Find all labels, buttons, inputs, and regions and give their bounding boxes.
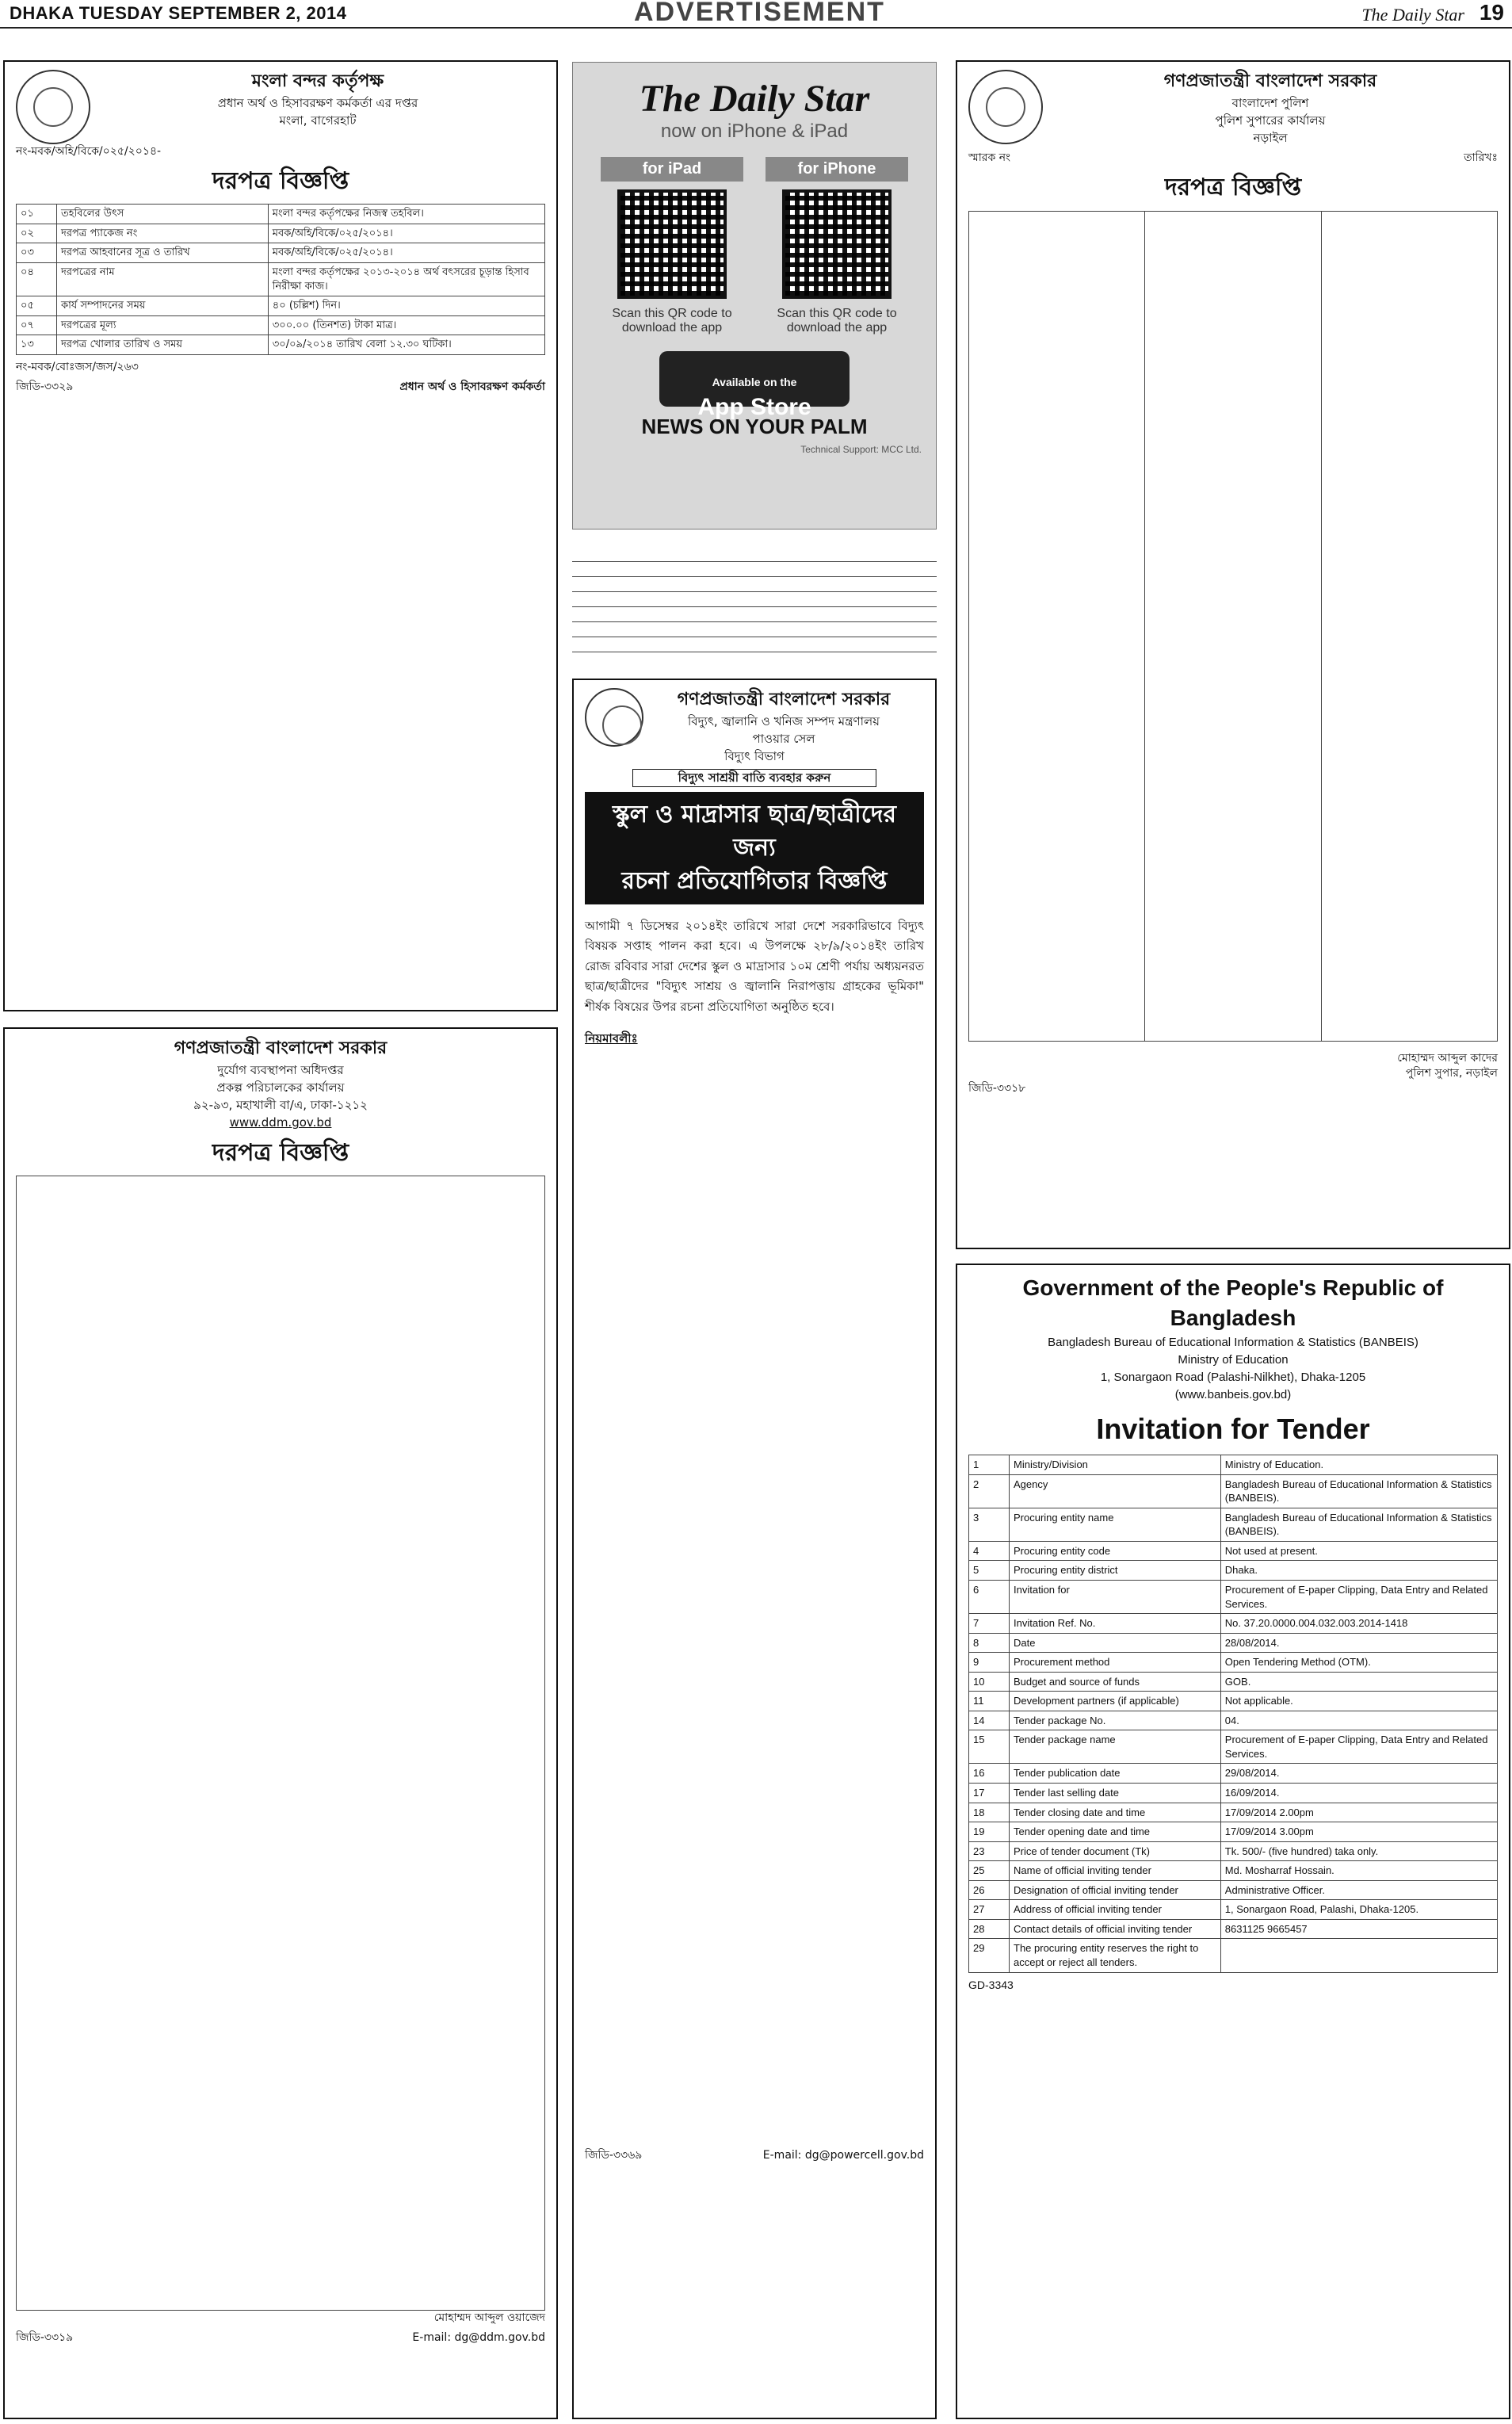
table-row [17, 315, 545, 335]
table-cell: 1, Sonargaon Road, Palashi, Dhaka-1205. [1220, 1900, 1497, 1920]
table-cell: Dhaka. [1220, 1561, 1497, 1581]
table-cell: কার্য সম্পাদনের সময় [57, 296, 269, 316]
ad-subtitle-2: পুলিশ সুপারের কার্যালয় [1215, 113, 1326, 128]
table-cell: 8631125 9665457 [1220, 1919, 1497, 1939]
table-cell: 9 [969, 1653, 1010, 1673]
table-cell: No. 37.20.0000.004.032.003.2014-1418 [1220, 1614, 1497, 1634]
table-cell: Date [1010, 1633, 1221, 1653]
rules-title: নিয়মাবলীঃ [585, 1031, 638, 1046]
govt-emblem-icon [968, 70, 1043, 144]
footer-ref: নং-মবক/বোঃজস/জস/২৬৩ [16, 360, 139, 373]
table-row [17, 205, 545, 224]
memo-date: তারিখঃ [1464, 151, 1498, 165]
table-row [17, 263, 545, 296]
ad-title: গণপ্রজাতন্ত্রী বাংলাদেশ সরকার [677, 690, 891, 709]
signer: মোহাম্মদ আব্দুল ওয়াজেদ [433, 2311, 545, 2325]
table-cell: Invitation for [1010, 1581, 1221, 1614]
table-cell: 28/08/2014. [1220, 1633, 1497, 1653]
table-cell: GOB. [1220, 1672, 1497, 1692]
signer: মোহাম্মদ আব্দুল কাদের [1397, 1051, 1498, 1065]
table-row [969, 1653, 1498, 1673]
table-cell: 25 [969, 1861, 1010, 1881]
table-cell: Tender package No. [1010, 1711, 1221, 1730]
table-row [17, 296, 545, 316]
mongla-port-emblem-icon [16, 70, 90, 144]
table-row [969, 1633, 1498, 1653]
table-cell: 29/08/2014. [1220, 1764, 1497, 1784]
footer-id: GD-3343 [968, 1978, 1014, 1991]
ad-ref: নং-মবক/অহি/বিকে/০২৫/২০১৪- [16, 145, 162, 158]
table-cell: 16/09/2014. [1220, 1784, 1497, 1803]
scan-caption: Scan this QR code to download the app [777, 307, 897, 335]
table-cell: 7 [969, 1614, 1010, 1634]
ipad-qr[interactable] [601, 157, 743, 335]
table-cell: দরপত্র প্যাকেজ নং [57, 224, 269, 243]
scan-caption: Scan this QR code to download the app [612, 307, 732, 335]
table-cell: Procuring entity district [1010, 1561, 1221, 1581]
ad-subtitle: প্রধান অর্থ ও হিসাবরক্ষণ কর্মকর্তা এর দপ্তর [217, 95, 418, 110]
mongla-port-tender-ad [3, 60, 558, 1011]
table-cell: 15 [969, 1730, 1010, 1764]
table-cell: Bangladesh Bureau of Educational Information & Statistics (BANBEIS). [1220, 1474, 1497, 1508]
ad-title: Government of the People's Republic of Bangladesh [1022, 1275, 1444, 1330]
signer-title: পুলিশ সুপার, নড়াইল [1405, 1066, 1498, 1080]
ad-heading: দরপত্র বিজ্ঞপ্তি [1164, 174, 1302, 202]
banner-line-1: স্কুল ও মাদ্রাসার ছাত্র/ছাত্রীদের জন্য [612, 800, 897, 862]
table-cell: 23 [969, 1841, 1010, 1861]
blank-lines [572, 547, 937, 666]
table-cell: 2 [969, 1474, 1010, 1508]
table-cell: Administrative Officer. [1220, 1880, 1497, 1900]
palm-text: NEWS ON YOUR PALM [641, 415, 868, 438]
table-row [969, 1939, 1498, 1972]
table-cell: ০৪ [17, 263, 57, 296]
table-cell: 8 [969, 1633, 1010, 1653]
table-cell: Not used at present. [1220, 1541, 1497, 1561]
table-cell: Bangladesh Bureau of Educational Information & Statistics (BANBEIS). [1220, 1508, 1497, 1541]
table-cell: মবক/অহি/বিকে/০২৫/২০১৪। [268, 243, 544, 263]
masthead-section: ADVERTISEMENT [634, 0, 885, 27]
table-row [969, 1541, 1498, 1561]
table-cell: 14 [969, 1711, 1010, 1730]
ipad-label: for iPad [601, 157, 743, 182]
masthead-logo: The Daily Star [1361, 5, 1464, 25]
table-cell: Tender closing date and time [1010, 1803, 1221, 1822]
table-cell: Md. Mosharraf Hossain. [1220, 1861, 1497, 1881]
table-cell: 28 [969, 1919, 1010, 1939]
email[interactable]: E-mail: dg@ddm.gov.bd [412, 2331, 545, 2345]
table-cell: Ministry of Education. [1220, 1455, 1497, 1475]
banner-line-2: রচনা প্রতিযোগিতার বিজ্ঞপ্তি [621, 866, 888, 895]
table-cell: 18 [969, 1803, 1010, 1822]
table-cell: 3 [969, 1508, 1010, 1541]
table-row [969, 1919, 1498, 1939]
ds-logo: The Daily Star [639, 78, 870, 120]
table-cell: Procurement method [1010, 1653, 1221, 1673]
qr-code-icon [617, 189, 727, 299]
ad-subtitle-2: প্রকল্প পরিচালকের কার্যালয় [216, 1080, 345, 1095]
table-row [969, 1822, 1498, 1842]
table-row [969, 1764, 1498, 1784]
table-cell: ৩০/০৯/২০১৪ তারিখ বেলা ১২.৩০ ঘটিকা। [268, 335, 544, 355]
table-cell: Price of tender document (Tk) [1010, 1841, 1221, 1861]
qr-code-icon [782, 189, 892, 299]
table-cell: 17/09/2014 2.00pm [1220, 1803, 1497, 1822]
table-cell: Open Tendering Method (OTM). [1220, 1653, 1497, 1673]
table-cell [1220, 1939, 1497, 1972]
table-cell: ৩০০.০০ (তিনশত) টাকা মাত্র। [268, 315, 544, 335]
police-tender-ad [956, 60, 1510, 1249]
ad-subtitle-2: পাওয়ার সেল [752, 731, 815, 746]
table-cell: ১৩ [17, 335, 57, 355]
table-cell: 17 [969, 1784, 1010, 1803]
footer-id: জিডি-৩৩১৯ [16, 2331, 74, 2345]
table-row [969, 1614, 1498, 1634]
table-cell: 6 [969, 1581, 1010, 1614]
table-cell: Procuring entity name [1010, 1508, 1221, 1541]
daily-star-app-ad [572, 62, 937, 530]
table-cell: তহবিলের উৎস [57, 205, 269, 224]
table-cell: The procuring entity reserves the right to accept or reject all tenders. [1010, 1939, 1221, 1972]
ad-subtitle: Bangladesh Bureau of Educational Information & Statistics (BANBEIS) [1048, 1335, 1418, 1349]
ad-heading: Invitation for Tender [1096, 1412, 1370, 1445]
table-cell: ০৭ [17, 315, 57, 335]
ad-title: গণপ্রজাতন্ত্রী বাংলাদেশ সরকার [1163, 71, 1377, 91]
ad-heading: দরপত্র বিজ্ঞপ্তি [212, 166, 349, 195]
ad-address: ৯২-৯৩, মহাখালী বা/এ, ঢাকা-১২১২ [193, 1098, 368, 1113]
table-row [969, 1803, 1498, 1822]
table-cell: 1 [969, 1455, 1010, 1475]
table-row [969, 1692, 1498, 1711]
table-row [17, 335, 545, 355]
table-cell: ০৫ [17, 296, 57, 316]
table-cell: Tender last selling date [1010, 1784, 1221, 1803]
table-row [17, 224, 545, 243]
footer-id: জিডি-৩৩১৮ [968, 1081, 1026, 1095]
ad-subtitle-3: নড়াইল [1253, 131, 1288, 146]
table-cell: Procurement of E-paper Clipping, Data Entry and Related Services. [1220, 1581, 1497, 1614]
table-cell: 29 [969, 1939, 1010, 1972]
table-row [969, 1900, 1498, 1920]
table-row [969, 1841, 1498, 1861]
ad-subtitle: বাংলাদেশ পুলিশ [1231, 95, 1309, 110]
email[interactable]: E-mail: dg@powercell.gov.bd [762, 2148, 924, 2162]
table-cell: Invitation Ref. No. [1010, 1614, 1221, 1634]
table-cell: মংলা বন্দর কর্তৃপক্ষের নিজস্ব তহবিল। [268, 205, 544, 224]
tender-table [16, 204, 545, 354]
website-link[interactable]: (www.banbeis.gov.bd) [1174, 1388, 1292, 1402]
table-row [969, 1711, 1498, 1730]
table-cell: ০৩ [17, 243, 57, 263]
table-cell: 16 [969, 1764, 1010, 1784]
table-row [17, 243, 545, 263]
footer-id: জিডি-৩৩২৯ [16, 380, 74, 393]
table-cell: Tk. 500/- (five hundred) taka only. [1220, 1841, 1497, 1861]
table-cell: Tender opening date and time [1010, 1822, 1221, 1842]
signer: প্রধান অর্থ ও হিসাবরক্ষণ কর্মকর্তা [399, 380, 545, 393]
table-cell: Budget and source of funds [1010, 1672, 1221, 1692]
table-cell: দরপত্র আহবানের সূত্র ও তারিখ [57, 243, 269, 263]
tech-support: Technical Support: MCC Ltd. [800, 444, 922, 455]
iphone-label: for iPhone [766, 157, 908, 182]
ds-tagline: now on iPhone & iPad [660, 120, 849, 142]
table-cell: 27 [969, 1900, 1010, 1920]
table-cell: 04. [1220, 1711, 1497, 1730]
table-row [969, 1561, 1498, 1581]
ad-title: মংলা বন্দর কর্তৃপক্ষ [251, 71, 384, 91]
table-cell: মবক/অহি/বিকে/০২৫/২০১৪। [268, 224, 544, 243]
table-cell: মংলা বন্দর কর্তৃপক্ষের ২০১৩-২০১৪ অর্থ বৎসরের চূড়ান্ত হিসাব নিরীক্ষা কাজ। [268, 263, 544, 296]
slogan: বিদ্যুৎ সাশ্রয়ী বাতি ব্যবহার করুন [632, 769, 876, 786]
table-row [969, 1880, 1498, 1900]
table-cell: Not applicable. [1220, 1692, 1497, 1711]
table-row [969, 1861, 1498, 1881]
table-row [969, 1474, 1498, 1508]
masthead-date: DHAKA TUESDAY SEPTEMBER 2, 2014 [10, 3, 347, 23]
table-cell: Tender package name [1010, 1730, 1221, 1764]
table-cell: Tender publication date [1010, 1764, 1221, 1784]
website-link[interactable]: www.ddm.gov.bd [229, 1115, 332, 1130]
rules-body [585, 1050, 924, 2143]
masthead [0, 0, 1512, 29]
app-store-button[interactable] [659, 351, 850, 420]
table-row [969, 1581, 1498, 1614]
page-number: 19 [1479, 0, 1504, 25]
table-cell: Designation of official inviting tender [1010, 1880, 1221, 1900]
table-cell: 4 [969, 1541, 1010, 1561]
police-table-area [968, 211, 1498, 1051]
table-row [969, 1455, 1498, 1475]
intro-text: আগামী ৭ ডিসেম্বর ২০১৪ইং তারিখে সারা দেশে সরকারিভাবে বিদ্যুৎ বিষয়ক সপ্তাহ পালন করা হবে। এ উপলক্ষে ২৮/৯/২০১৪ইং তারিখ রোজ রবিবার সারা দেশের স্কুল ও মাদ্রাসার ১০ম শ্রেণী পর্যায় অধ্যয়নরত ছাত্র/ছাত্রীদের "বিদ্যুৎ সাশ্রয় ও জ্বালানি নিরাপত্তায় গ্রাহকের ভূমিকা" শীর্ষক বিষয়ের উপর রচনা প্রতিযোগিতা অনুষ্ঠিত হবে। [585, 918, 924, 1014]
table-cell: 19 [969, 1822, 1010, 1842]
table-cell: দরপত্রের নাম [57, 263, 269, 296]
table-cell: Procurement of E-paper Clipping, Data Entry and Related Services. [1220, 1730, 1497, 1764]
table-cell: Agency [1010, 1474, 1221, 1508]
table-cell: Ministry/Division [1010, 1455, 1221, 1475]
table-cell: Procuring entity code [1010, 1541, 1221, 1561]
table-cell: ৪০ (চল্লিশ) দিন। [268, 296, 544, 316]
table-cell: Name of official inviting tender [1010, 1861, 1221, 1881]
ddm-tender-ad [3, 1027, 558, 2419]
ad-location: মংলা, বাগেরহাট [279, 113, 357, 128]
table-row [969, 1784, 1498, 1803]
footer-id: জিডি-৩৩৬৯ [585, 2148, 643, 2162]
ad-heading: দরপত্র বিজ্ঞপ্তি [212, 1138, 349, 1167]
table-cell: দরপত্রের মূল্য [57, 315, 269, 335]
table-row [969, 1730, 1498, 1764]
table-cell: Address of official inviting tender [1010, 1900, 1221, 1920]
appstore-label: App Store [697, 394, 811, 420]
table-row [969, 1508, 1498, 1541]
table-cell: 26 [969, 1880, 1010, 1900]
ad-subtitle: বিদ্যুৎ, জ্বালানি ও খনিজ সম্পদ মন্ত্রণালয় [688, 713, 880, 728]
iphone-qr[interactable] [766, 157, 908, 335]
power-cell-essay-ad [572, 679, 937, 2419]
ad-title: গণপ্রজাতন্ত্রী বাংলাদেশ সরকার [174, 1038, 388, 1058]
ad-subtitle: দুর্যোগ ব্যবস্থাপনা অধিদপ্তর [217, 1062, 344, 1077]
memo-no: স্মারক নং [968, 151, 1011, 165]
table-cell: দরপত্র খোলার তারিখ ও সময় [57, 335, 269, 355]
tender-table [968, 1455, 1498, 1972]
ad-subtitle-2: Ministry of Education [1178, 1352, 1289, 1367]
table-cell: Development partners (if applicable) [1010, 1692, 1221, 1711]
banbeis-tender-ad [956, 1264, 1510, 2419]
ddm-table-area [16, 1176, 545, 2311]
ad-subtitle-3: বিদ্যুৎ বিভাগ [724, 749, 785, 764]
table-cell: 5 [969, 1561, 1010, 1581]
table-cell: 10 [969, 1672, 1010, 1692]
table-cell: Contact details of official inviting tender [1010, 1919, 1221, 1939]
govt-emblem-icon [585, 688, 643, 747]
table-cell: ০২ [17, 224, 57, 243]
table-cell: 11 [969, 1692, 1010, 1711]
table-cell: ০১ [17, 205, 57, 224]
table-row [969, 1672, 1498, 1692]
banner [585, 792, 924, 904]
ad-address: 1, Sonargaon Road (Palashi-Nilkhet), Dhaka-1205 [1100, 1371, 1366, 1385]
table-cell: 17/09/2014 3.00pm [1220, 1822, 1497, 1842]
appstore-small: Available on the [712, 376, 797, 388]
